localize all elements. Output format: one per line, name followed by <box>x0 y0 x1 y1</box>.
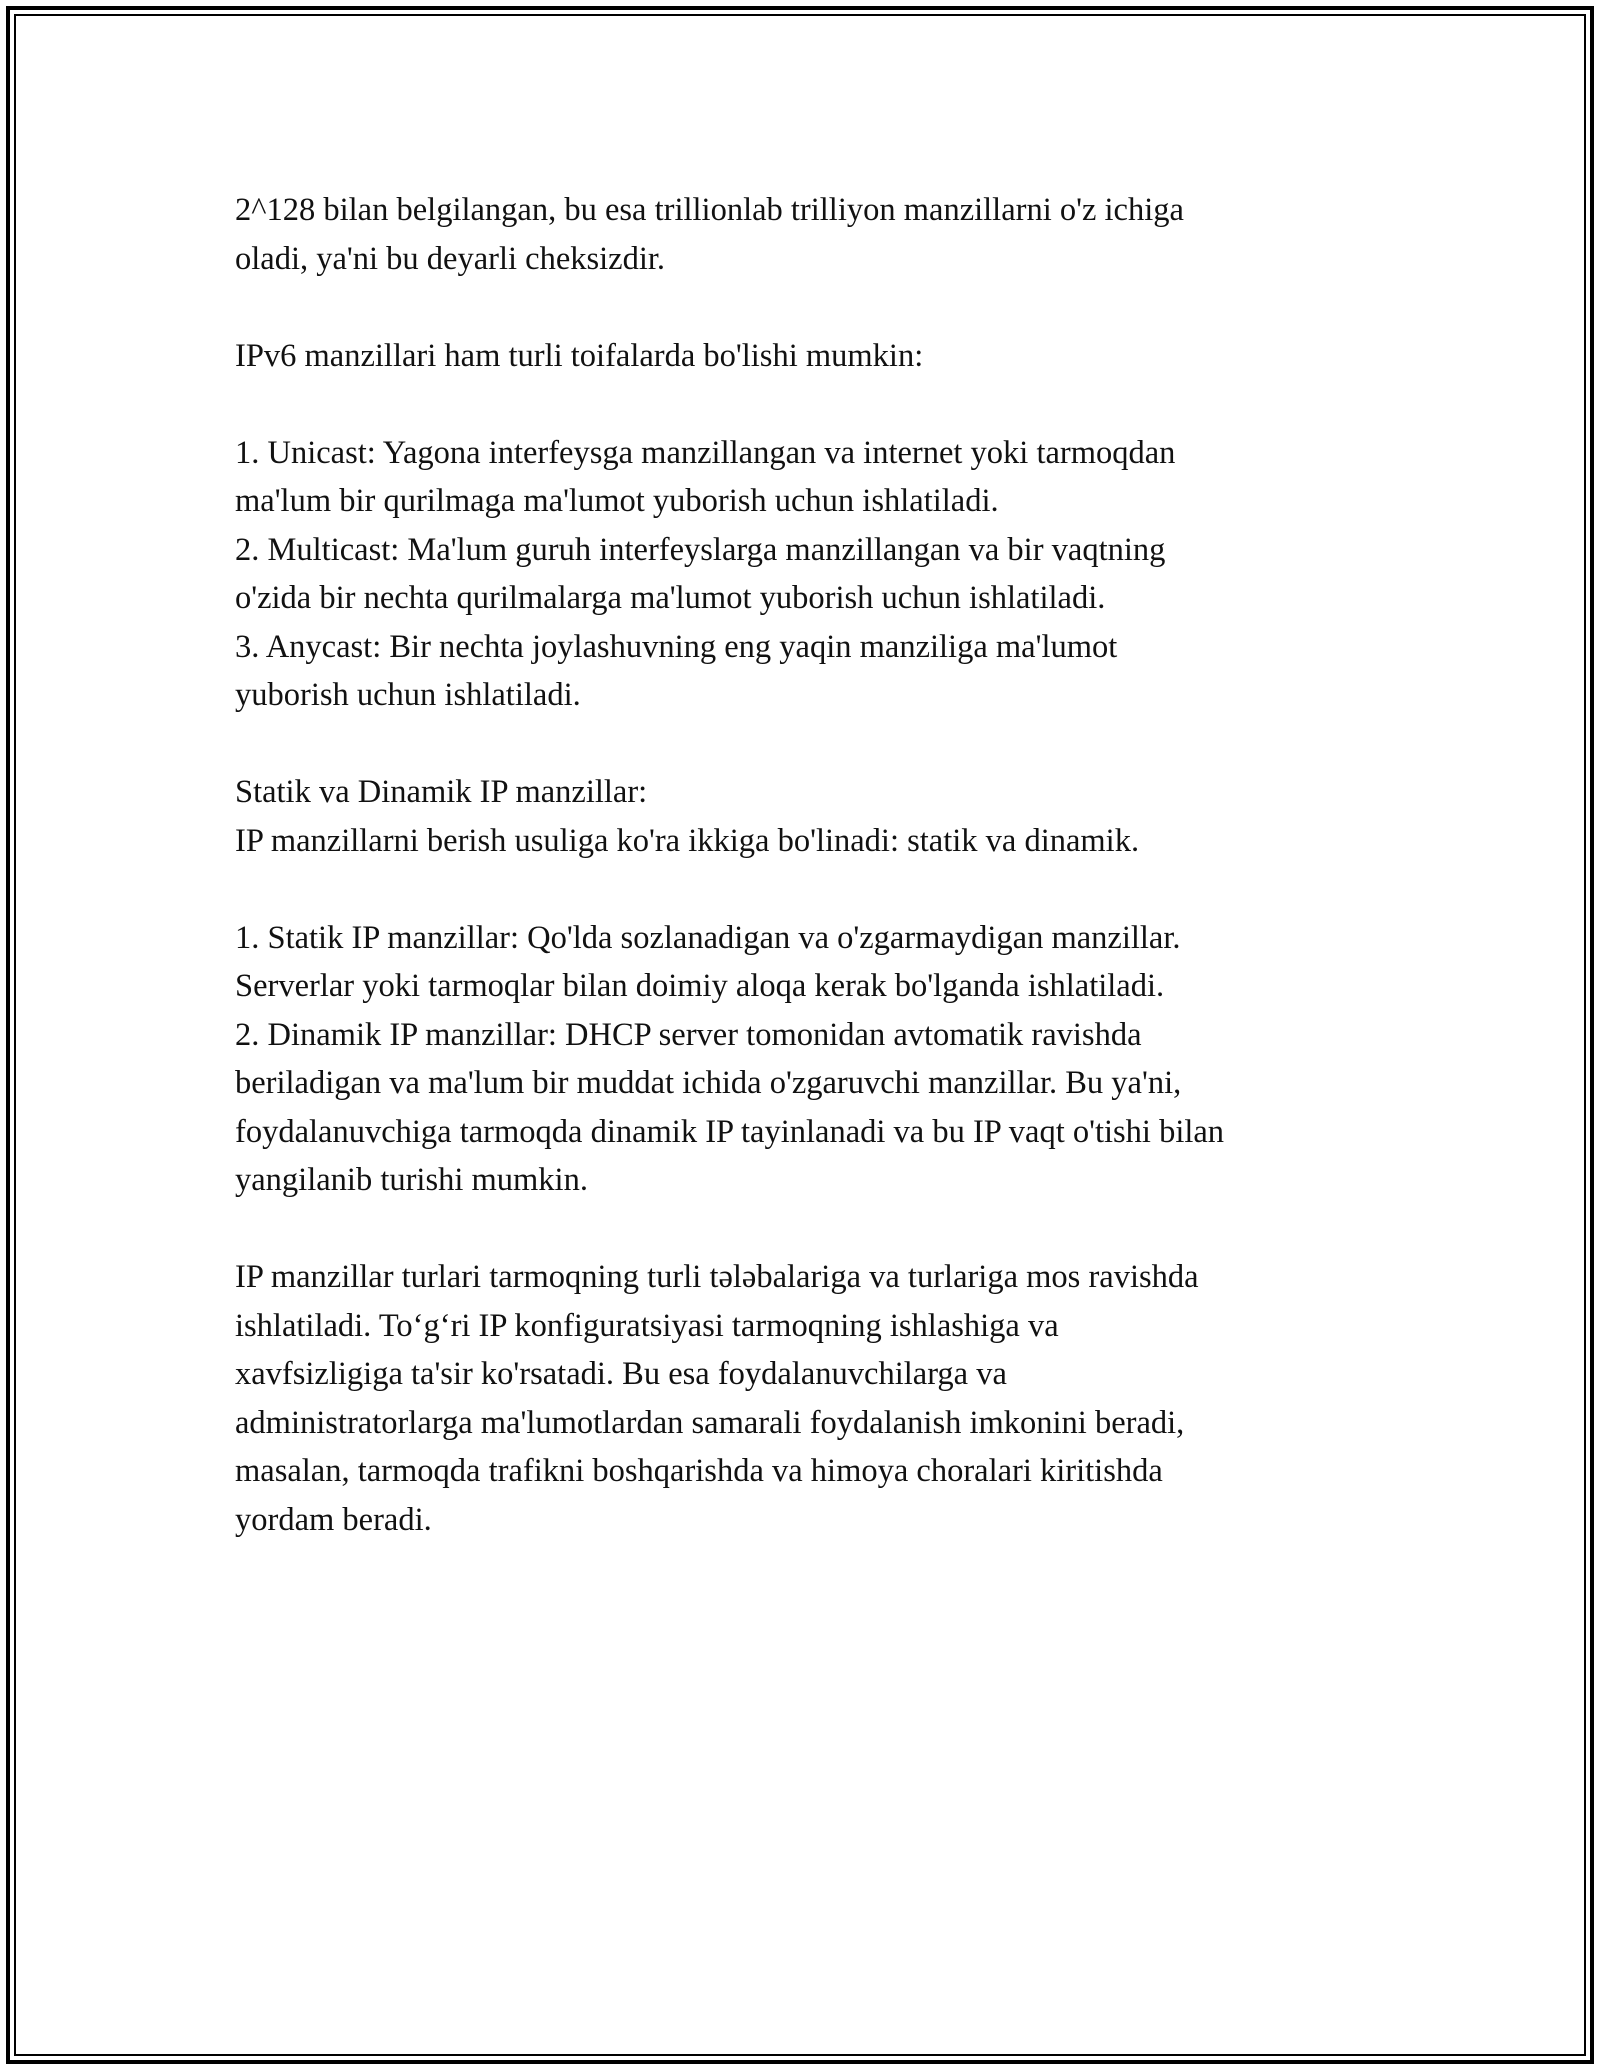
list-item-multicast: 2. Multicast: Ma'lum guruh interfeyslarga manzillangan va bir vaqtning <box>235 531 1166 568</box>
paragraph-gap <box>235 720 1395 769</box>
section-heading: Statik va Dinamik IP manzillar: <box>235 774 648 810</box>
paragraph-gap <box>235 283 1395 332</box>
text-line: o'zida bir nechta qurilmalarga ma'lumot yuborish uchun ishlatiladi. <box>235 580 1106 616</box>
text-line: Serverlar yoki tarmoqlar bilan doimiy aloqa kerak bo'lganda ishlatiladi. <box>235 968 1165 1004</box>
text-line: IP manzillar turlari tarmoqning turli tələbalariga va turlariga mos ravishda <box>235 1259 1199 1295</box>
static-dynamic-list <box>235 914 1395 1205</box>
text-line: 2^128 bilan belgilangan, bu esa trillionlab trilliyon manzillarni o'z ichiga <box>235 192 1184 228</box>
ipv6-types-list <box>235 429 1395 720</box>
text-line: foydalanuvchiga tarmoqda dinamik IP tayinlanadi va bu IP vaqt o'tishi bilan <box>235 1113 1225 1150</box>
list-item-dynamic: 2. Dinamik IP manzillar: DHCP server tomonidan avtomatik ravishda <box>235 1016 1142 1053</box>
list-item-unicast: 1. Unicast: Yagona interfeysga manzillangan va internet yoki tarmoqdan <box>235 434 1176 471</box>
list-item-static: 1. Statik IP manzillar: Qo'lda sozlanadigan va o'zgarmaydigan manzillar. <box>235 919 1181 956</box>
paragraph-gap <box>235 380 1395 429</box>
section-subheading: IP manzillarni berish usuliga ko'ra ikkiga bo'linadi: statik va dinamik. <box>235 822 1140 859</box>
text-line: oladi, ya'ni bu deyarli cheksizdir. <box>235 240 666 277</box>
list-item-anycast: 3. Anycast: Bir nechta joylashuvning eng yaqin manziliga ma'lumot <box>235 628 1118 665</box>
static-dynamic-section <box>235 768 1395 865</box>
text-line: masalan, tarmoqda trafikni boshqarishda va himoya choralari kiritishda <box>235 1453 1163 1489</box>
intro-paragraph <box>235 186 1395 283</box>
text-line: beriladigan va ma'lum bir muddat ichida o'zgaruvchi manzillar. Bu ya'ni, <box>235 1065 1182 1101</box>
text-line: xavfsizligiga ta'sir ko'rsatadi. Bu esa foydalanuvchilarga va <box>235 1356 1007 1392</box>
document-body <box>235 186 1395 1544</box>
paragraph-gap <box>235 865 1395 914</box>
conclusion-paragraph <box>235 1253 1395 1544</box>
text-line: yordam beradi. <box>235 1501 432 1538</box>
text-line: ma'lum bir qurilmaga ma'lumot yuborish uchun ishlatiladi. <box>235 483 999 519</box>
text-line: yangilanib turishi mumkin. <box>235 1162 588 1198</box>
paragraph-gap <box>235 1205 1395 1254</box>
ipv6-heading: IPv6 manzillari ham turli toifalarda bo'lishi mumkin: <box>235 337 924 374</box>
text-line: administratorlarga ma'lumotlardan samarali foydalanish imkonini beradi, <box>235 1404 1185 1441</box>
text-line: ishlatiladi. To‘g‘ri IP konfiguratsiyasi tarmoqning ishlashiga va <box>235 1307 1059 1344</box>
text-line: yuborish uchun ishlatiladi. <box>235 677 581 713</box>
